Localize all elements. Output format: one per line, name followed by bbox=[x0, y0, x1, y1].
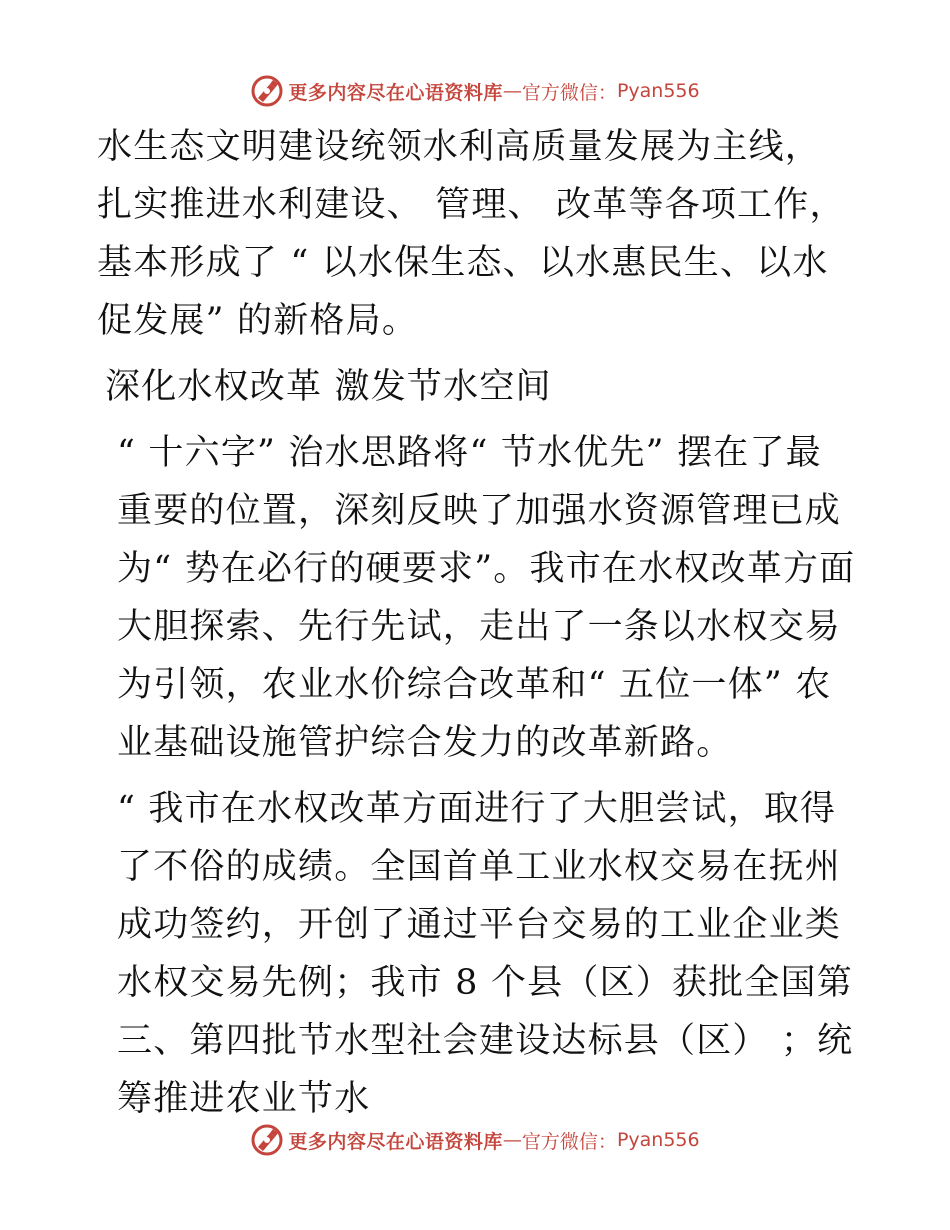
watermark-dash: — bbox=[502, 80, 522, 102]
pen-logo-icon bbox=[250, 74, 284, 108]
watermark-label: 官方微信： bbox=[521, 81, 617, 104]
section-heading: 深化水权改革 激发节水空间 bbox=[105, 367, 552, 407]
watermark-dash: — bbox=[502, 1129, 522, 1151]
document-body bbox=[97, 118, 857, 1128]
watermark-wechat-id: Pyan556 bbox=[616, 80, 700, 102]
watermark-site-text: 更多内容尽在心语资料库 bbox=[288, 81, 503, 104]
paragraph-sixteen-characters: “ 十六字” 治水思路将“ 节水优先” 摆在了最重要的位置，深刻反映了加强水资源管理已成为“ 势在必行的硬要求”。我市在水权改革方面大胆探索、先行先试，走出了一条以水权交易为引领，农业水价综合改革和“ 五位一体” 农业基础设施管护综合发力的改革新路。 bbox=[117, 433, 856, 763]
watermark-wechat-id: Pyan556 bbox=[616, 1129, 700, 1151]
paragraph-intro: 水生态文明建设统领水利高质量发展为主线， 扎实推进水利建设、 管理、 改革等各项工作， 基本形成了 “ 以水保生态、以水惠民生、以水促发展” 的新格局。 bbox=[97, 127, 846, 341]
header-watermark bbox=[0, 71, 950, 111]
pen-logo-icon bbox=[250, 1123, 284, 1157]
watermark-label: 官方微信： bbox=[521, 1130, 617, 1153]
paragraph-water-rights-reform: “ 我市在水权改革方面进行了大胆尝试，取得了不俗的成绩。全国首单工业水权交易在抚州成功签约，开创了通过平台交易的工业企业类水权交易先例；我市 8 个县（区）获批全国第三、第四批节水型社会建设达标县（区） ；统筹推进农业节水 bbox=[117, 789, 854, 1119]
footer-watermark bbox=[0, 1120, 950, 1160]
watermark-site-text: 更多内容尽在心语资料库 bbox=[288, 1130, 503, 1153]
